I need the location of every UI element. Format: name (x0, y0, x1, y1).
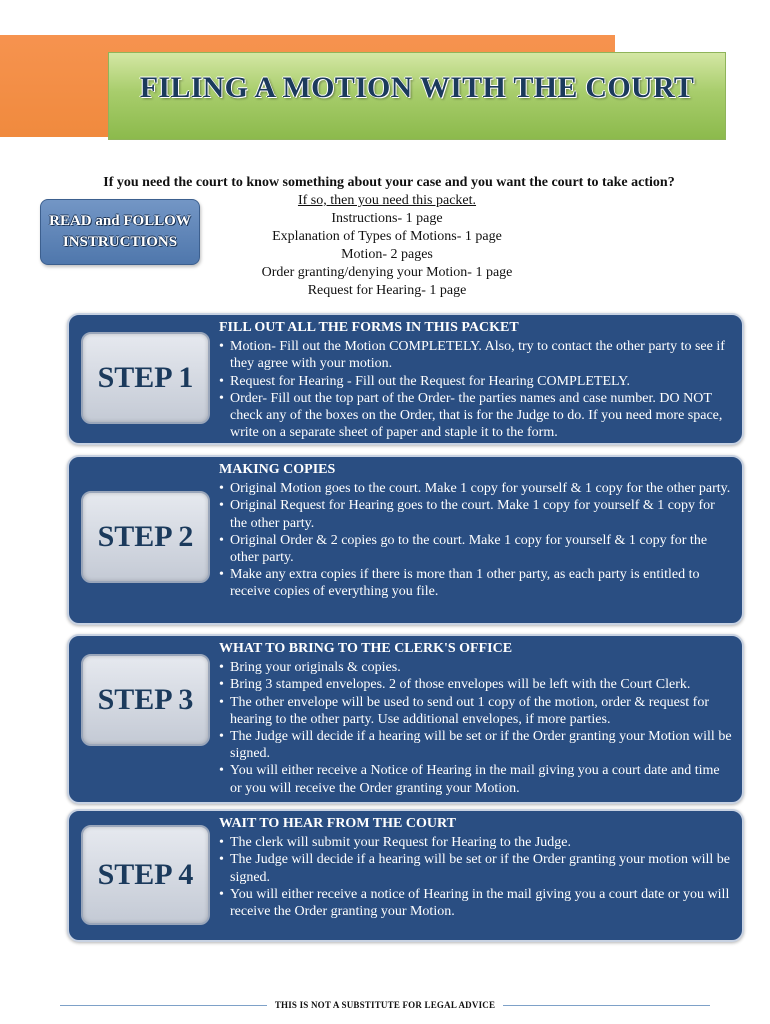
footer-rule-right (503, 1005, 710, 1006)
page-title: FILING A MOTION WITH THE COURT (139, 71, 695, 104)
step-1-heading: FILL OUT ALL THE FORMS IN THIS PACKET (219, 320, 519, 335)
step-3-heading: WHAT TO BRING TO THE CLERK'S OFFICE (219, 641, 513, 656)
step-2-badge: STEP 2 (81, 491, 210, 583)
step-1-panel (67, 313, 744, 445)
step-4-item: • The Judge will decide if a hearing will be set or if the Order granting your motion will be signed. (219, 851, 734, 885)
step-4-panel (67, 809, 744, 942)
read-and-follow-badge (40, 199, 200, 265)
step-3-item: • The Judge will decide if a hearing will be set or if the Order granting your Motion will be signed. (219, 728, 734, 762)
intro-question: If you need the court to know something about your case and you want the court to take action? (103, 175, 675, 190)
read-badge-line2: INSTRUCTIONS (62, 234, 178, 250)
packet-item: Explanation of Types of Motions- 1 page (272, 229, 502, 244)
step-2-item: • Original Order & 2 copies go to the court. Make 1 copy for yourself & 1 copy for the other party. (219, 532, 734, 566)
step-1-item: • Order- Fill out the top part of the Order- the parties names and case number. DO NOT check any of the boxes on the Order, that is for the Judge to do. If you need more space, write on a separate sheet of paper and staple it to the form. (219, 390, 734, 442)
footer (60, 996, 710, 1014)
step-1-badge: STEP 1 (81, 332, 210, 424)
step-3-item: • You will either receive a Notice of Hearing in the mail giving you a court date and time or you will receive the Order granting your Motion. (219, 762, 734, 796)
step-4-heading: WAIT TO HEAR FROM THE COURT (219, 816, 456, 831)
step-3-content (219, 640, 734, 797)
read-badge-line1: READ and FOLLOW (49, 213, 191, 229)
step-3-item: • The other envelope will be used to send out 1 copy of the motion, order & request for hearing to the other party. Use additional envelopes, if more parties. (219, 694, 734, 728)
packet-item: Order granting/denying your Motion- 1 page (261, 265, 513, 280)
step-4-badge: STEP 4 (81, 825, 210, 925)
step-3-item: • Bring your originals & copies. (219, 659, 734, 676)
packet-item: Motion- 2 pages (341, 247, 433, 262)
step-1-content (219, 319, 734, 441)
packet-item: Request for Hearing- 1 page (307, 283, 467, 298)
step-4-item: • The clerk will submit your Request for Hearing to the Judge. (219, 834, 734, 851)
step-1-item: • Request for Hearing - Fill out the Request for Hearing COMPLETELY. (219, 373, 734, 390)
title-banner (108, 52, 726, 140)
step-2-heading: MAKING COPIES (219, 462, 336, 477)
step-3-panel (67, 634, 744, 804)
step-3-badge: STEP 3 (81, 654, 210, 746)
footer-disclaimer: THIS IS NOT A SUBSTITUTE FOR LEGAL ADVICE (274, 1000, 496, 1010)
step-4-item: • You will either receive a notice of Hearing in the mail giving you a court date or you will receive the Order granting your Motion. (219, 886, 734, 920)
step-2-item: • Original Request for Hearing goes to the court. Make 1 copy for yourself & 1 copy for the other party. (219, 497, 734, 531)
step-2-panel (67, 455, 744, 625)
step-4-content (219, 815, 734, 920)
step-2-item: • Original Motion goes to the court. Make 1 copy for yourself & 1 copy for the other party. (219, 480, 734, 497)
footer-rule-left (60, 1005, 267, 1006)
packet-line: If so, then you need this packet. (297, 193, 477, 208)
step-2-item: • Make any extra copies if there is more than 1 other party, as each party is entitled to receive copies of everything you file. (219, 566, 734, 600)
step-1-item: • Motion- Fill out the Motion COMPLETELY. Also, try to contact the other party to see if they agree with your motion. (219, 338, 734, 372)
packet-item: Instructions- 1 page (331, 211, 443, 226)
step-3-item: • Bring 3 stamped envelopes. 2 of those envelopes will be left with the Court Clerk. (219, 676, 734, 693)
step-2-content (219, 461, 734, 601)
packet-contents (238, 192, 536, 300)
